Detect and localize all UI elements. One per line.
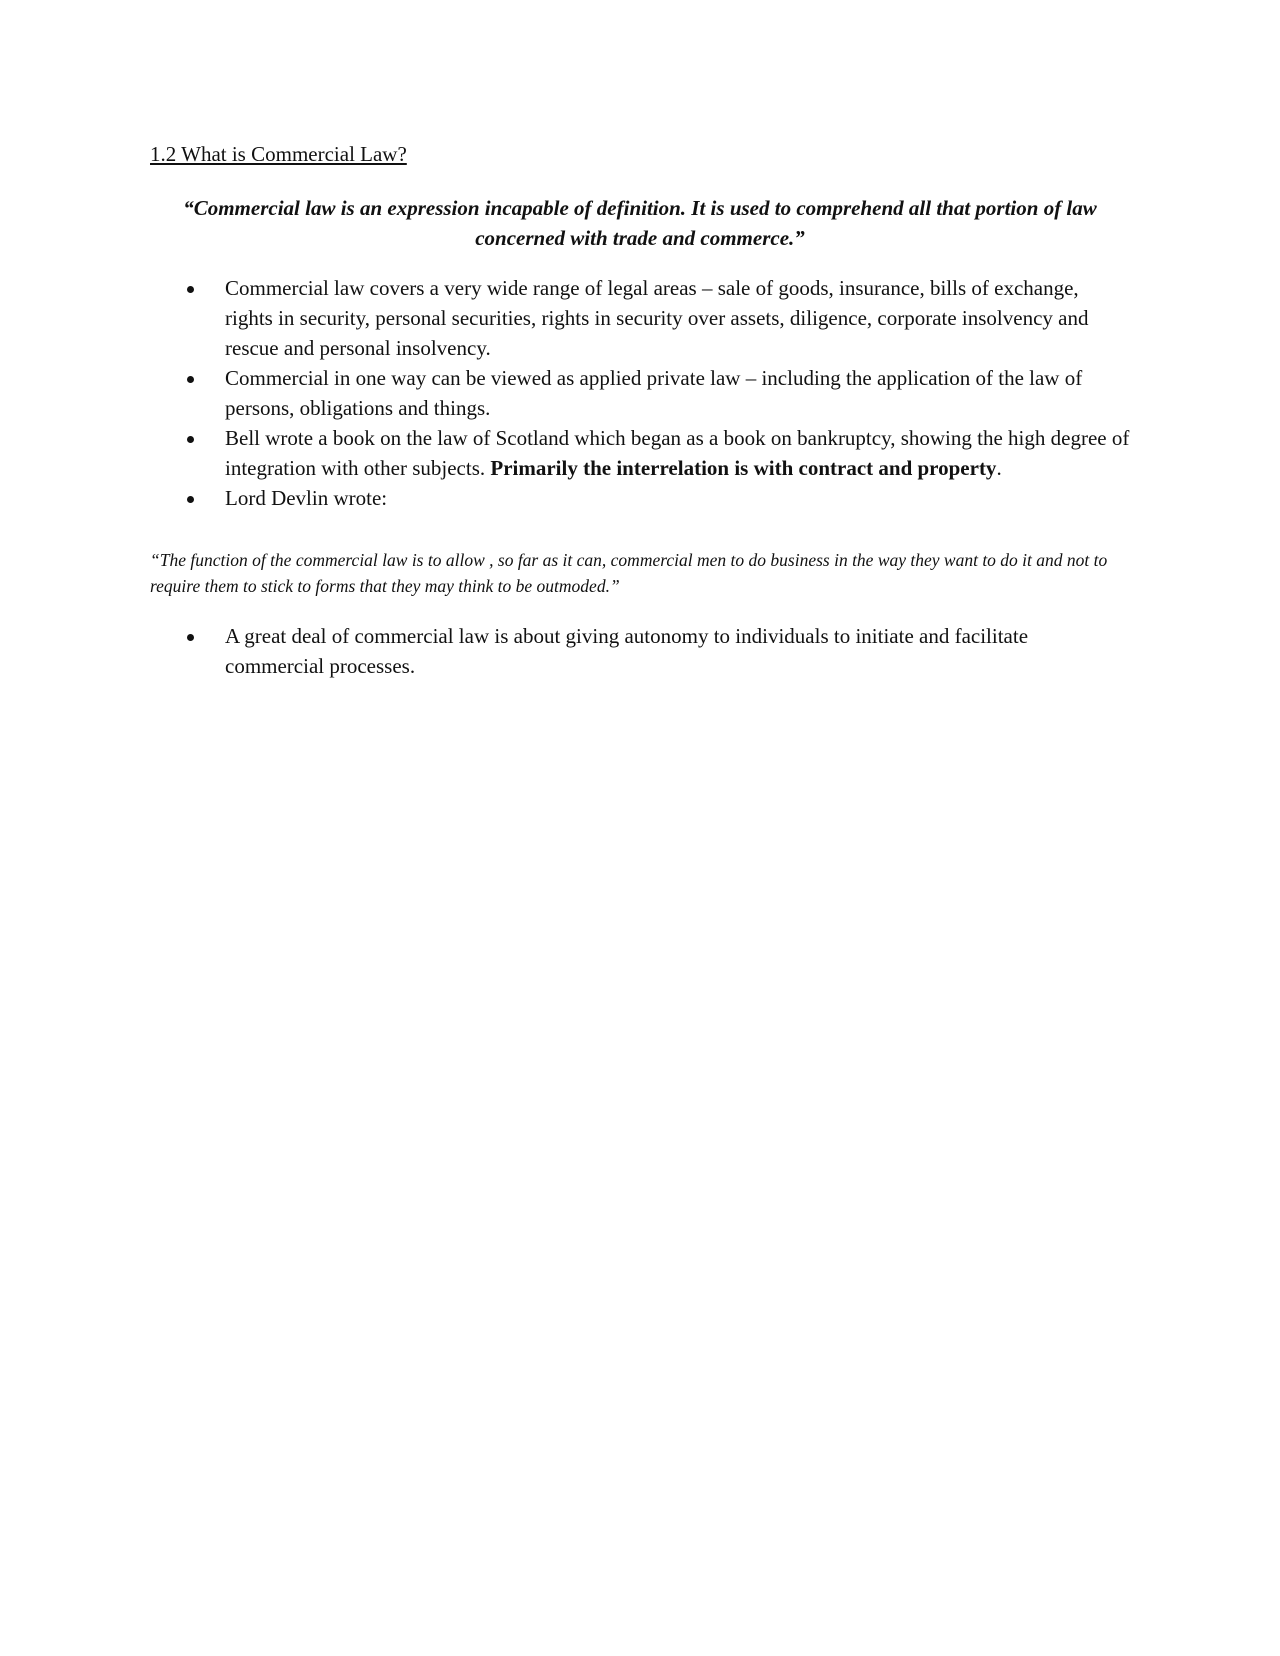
- bullet-icon: [187, 634, 194, 641]
- list-item: [150, 483, 1130, 513]
- list-item-tail: .: [996, 456, 1002, 481]
- bullet-icon: [187, 376, 194, 383]
- bullet-icon: [187, 286, 194, 293]
- list-item-text: Commercial law covers a very wide range of legal areas – sale of goods, insurance, bills of exchange, rights in security, personal securities, rights in security over assets, diligence, corporate insolvency and rescue and personal insolvency.: [225, 276, 1089, 361]
- devlin-quote: “The function of the commercial law is to allow , so far as it can, commercial men to do business in the way they want to do it and not to require them to stick to forms that they may think to be outmoded.”: [150, 550, 1108, 597]
- list-item: [150, 423, 1130, 483]
- section-heading: 1.2 What is Commercial Law?: [150, 142, 407, 166]
- list-item-bold-text: Primarily the interrelation is with contract and property: [490, 456, 997, 481]
- list-item-text: A great deal of commercial law is about giving autonomy to individuals to initiate and facilitate commercial processes.: [225, 624, 1029, 679]
- bullet-list-secondary: [150, 621, 1130, 681]
- definition-quote: “Commercial law is an expression incapable of definition. It is used to comprehend all that portion of law concerned with trade and commerce.”: [183, 196, 1097, 251]
- bullet-icon: [187, 436, 194, 443]
- document-page: [150, 140, 1130, 681]
- list-item: [150, 621, 1130, 681]
- list-item-text: Lord Devlin wrote:: [225, 486, 388, 511]
- list-item: [150, 273, 1130, 363]
- bullet-list-main: [150, 273, 1130, 513]
- list-item-text: Bell wrote a book on the law of Scotland which began as a book on bankruptcy, showing the high degree of integration with other subjects.: [225, 426, 1130, 481]
- list-item-text: Commercial in one way can be viewed as applied private law – including the application of the law of persons, obligations and things.: [225, 366, 1083, 421]
- list-item: [150, 363, 1130, 423]
- bullet-icon: [187, 496, 194, 503]
